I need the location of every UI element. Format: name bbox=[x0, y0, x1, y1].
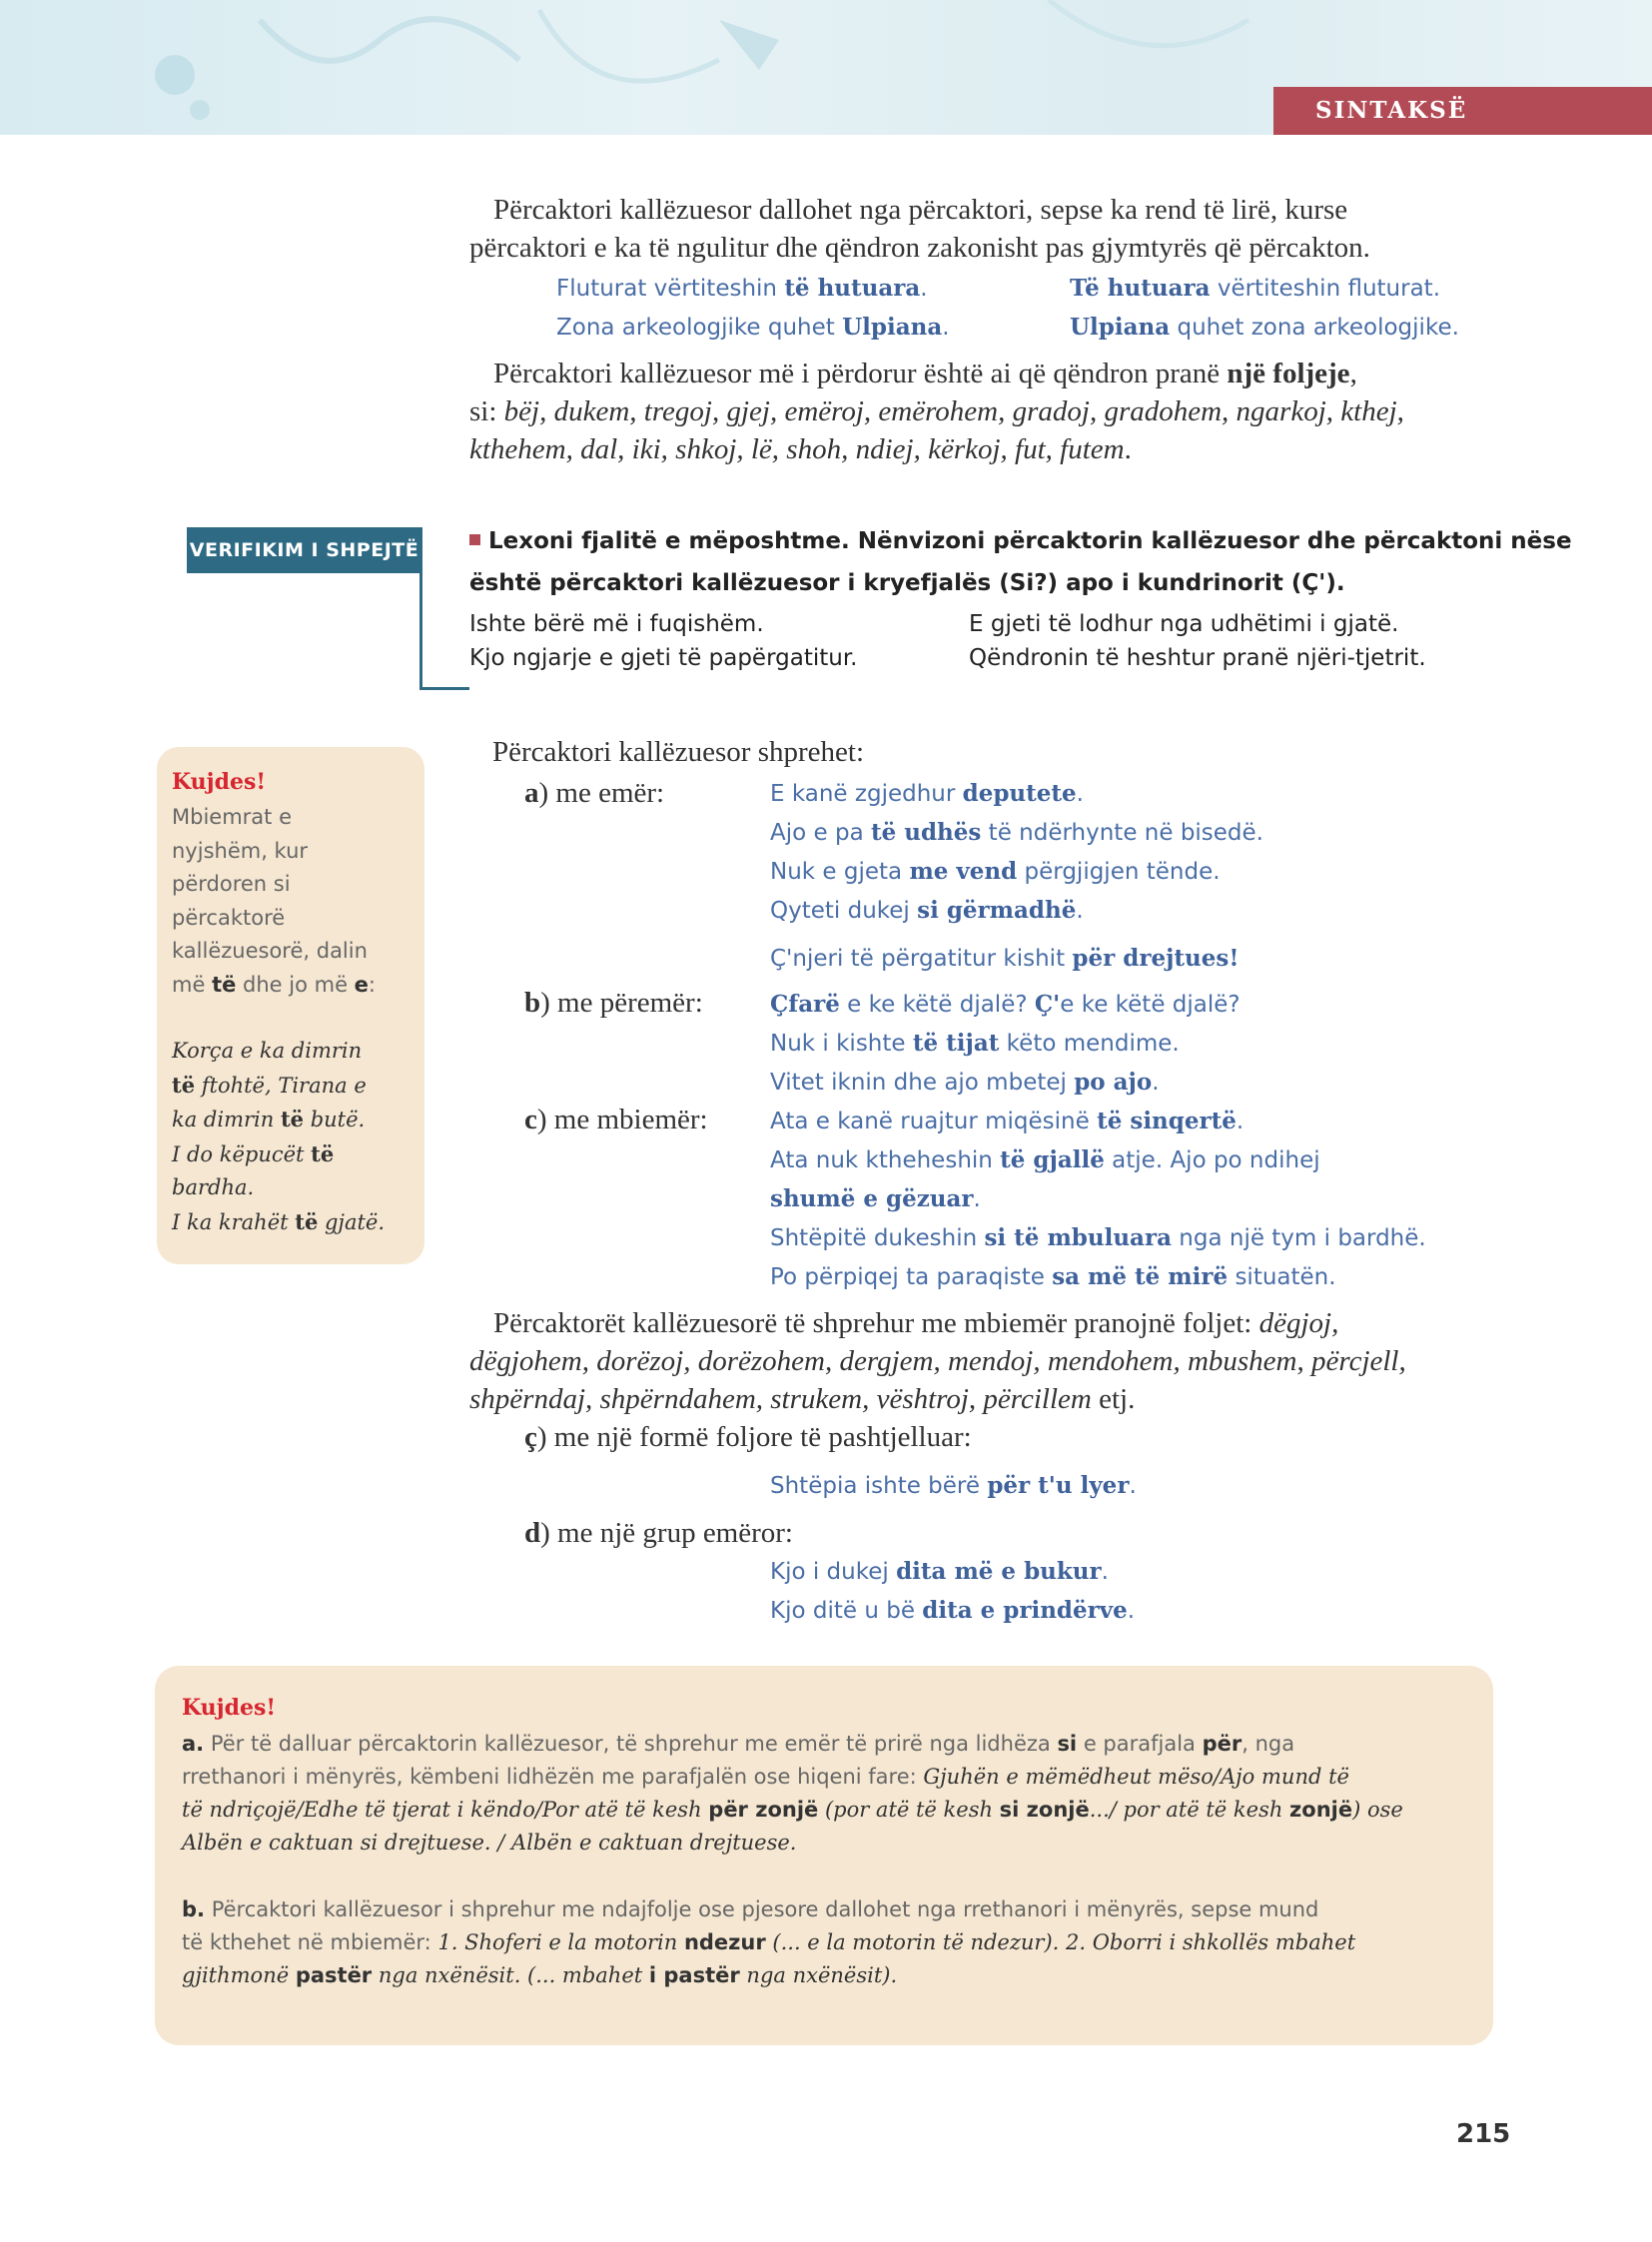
page-number: 215 bbox=[1456, 2119, 1511, 2149]
verifikim-bracket-horizontal bbox=[419, 687, 469, 690]
bottom-note-a-line-4: Albën e caktuan si drejtuese. / Albën e caktuan drejtuese. bbox=[182, 1831, 797, 1855]
side-example: të ftohtë, Tirana e bbox=[172, 1072, 367, 1098]
side-line: nyjshëm, kur bbox=[172, 838, 309, 863]
form-b-label: b) me përemër: bbox=[524, 987, 703, 1019]
adj-line-2: dëgjohem, dorëzoj, dorëzohem, dergjem, mendoj, mendohem, mbushem, përcjell, bbox=[469, 1345, 1406, 1377]
verifikim-bracket-vertical bbox=[419, 527, 422, 689]
form-c-example: Ata nuk ktheheshin të gjallë atje. Ajo po ndihej bbox=[770, 1146, 1320, 1173]
forms-heading: Përcaktori kallëzuesor shprehet: bbox=[492, 736, 865, 768]
side-example: bardha. bbox=[172, 1175, 255, 1199]
form-a-example: Nuk e gjeta me vend përgjigjen tënde. bbox=[770, 858, 1221, 885]
bottom-note-title: Kujdes! bbox=[182, 1695, 277, 1721]
adj-line-3: shpërndaj, shpërndahem, strukem, vështroj, përcillem etj. bbox=[469, 1383, 1136, 1415]
side-example: I do këpucët të bbox=[172, 1140, 335, 1166]
form-d-example: Kjo i dukej dita më e bukur. bbox=[770, 1558, 1109, 1585]
bottom-note-a-line-2: rrethanori i mënyrës, këmbeni lidhëzën me parafjalën ose hiqeni fare: Gjuhën e mëmëdheut mëso/Ajo mund të bbox=[182, 1765, 1349, 1789]
bottom-note-a-line-3: të ndriçojë/Edhe të tjerat i këndo/Por atë të kesh për zonjë (por atë të kesh si zonjë.../ por atë të kesh zonjë) ose bbox=[182, 1798, 1403, 1822]
task-sentence-3: Kjo ngjarje e gjeti të papërgatitur. bbox=[469, 645, 858, 671]
form-d-example: Kjo ditë u bë dita e prindërve. bbox=[770, 1597, 1136, 1624]
form-cc-example: Shtëpia ishte bërë për t'u lyer. bbox=[770, 1472, 1137, 1499]
form-cc-label: ç) me një formë foljore të pashtjelluar: bbox=[524, 1421, 972, 1453]
section-tag: SINTAKSË bbox=[1273, 87, 1652, 135]
form-c-example: shumë e gëzuar. bbox=[770, 1185, 981, 1212]
side-line: përcaktorë bbox=[172, 905, 286, 930]
side-example: Korça e ka dimrin bbox=[172, 1039, 363, 1063]
verifikim-tag: VERIFIKIM I SHPEJTË bbox=[187, 527, 421, 573]
form-c-example: Shtëpitë dukeshin si të mbuluara nga një tym i bardhë. bbox=[770, 1224, 1426, 1251]
form-a-example: Ajo e pa të udhës të ndërhynte në bisedë. bbox=[770, 819, 1263, 846]
bottom-note-b-line-2: të kthehet në mbiemër: 1. Shoferi e la motorin ndezur (... e la motorin të ndezur). 2. Oborri i shkollës mbahet bbox=[182, 1930, 1356, 1954]
task-sentence-2: E gjeti të lodhur nga udhëtimi i gjatë. bbox=[969, 611, 1399, 637]
p2-line-3: kthehem, dal, iki, shkoj, lë, shoh, ndiej, kërkoj, fut, futem. bbox=[469, 433, 1132, 465]
side-example: ka dimrin të butë. bbox=[172, 1107, 366, 1131]
task-line-2: është përcaktori kallëzuesor i kryefjalës (Si?) apo i kundrinorit (Ç'). bbox=[469, 570, 1345, 596]
intro-paragraph-2 bbox=[469, 355, 1493, 468]
example-left-1: Fluturat vërtiteshin të hutuara. bbox=[556, 275, 928, 302]
p2-line-1: Përcaktori kallëzuesor më i përdorur është ai që qëndron pranë një foljeje, bbox=[493, 358, 1357, 389]
side-note-examples bbox=[172, 1035, 385, 1239]
task-sentence-4: Qëndronin të heshtur pranë njëri-tjetrit. bbox=[969, 645, 1426, 671]
side-line: kallëzuesorë, dalin bbox=[172, 939, 368, 963]
side-line: përdoren si bbox=[172, 872, 291, 896]
bottom-note-b-line-1: b. Përcaktori kallëzuesor i shprehur me ndajfolje ose pjesore dallohet nga rrethanori i mënyrës, sepse mund bbox=[182, 1897, 1319, 1921]
side-line: më të dhe jo më e: bbox=[172, 972, 376, 997]
intro-line-2: përcaktori e ka të ngulitur dhe qëndron zakonisht pas gjymtyrës që përcakton. bbox=[469, 232, 1370, 264]
side-note-title: Kujdes! bbox=[172, 769, 267, 795]
form-b-example: Nuk i kishte të tijat këto mendime. bbox=[770, 1030, 1180, 1057]
side-note-text bbox=[172, 801, 376, 1002]
example-right-2: Ulpiana quhet zona arkeologjike. bbox=[1070, 314, 1459, 341]
form-c-example: Ata e kanë ruajtur miqësinë të sinqertë. bbox=[770, 1108, 1244, 1134]
adj-line-1: Përcaktorët kallëzuesorë të shprehur me mbiemër pranojnë foljet: dëgjoj, bbox=[493, 1307, 1339, 1339]
form-b-example: Çfarë e ke këtë djalë? Ç'e ke këtë djalë? bbox=[770, 991, 1240, 1018]
form-c-label: c) me mbiemër: bbox=[524, 1104, 708, 1135]
form-a-example: E kanë zgjedhur deputete. bbox=[770, 780, 1084, 807]
side-example: I ka krahët të gjatë. bbox=[172, 1208, 386, 1234]
form-b-example: Vitet iknin dhe ajo mbetej po ajo. bbox=[770, 1069, 1160, 1096]
example-right-1: Të hutuara vërtiteshin fluturat. bbox=[1070, 275, 1440, 302]
side-line: Mbiemrat e bbox=[172, 805, 292, 829]
intro-line-1: Përcaktori kallëzuesor dallohet nga përcaktori, sepse ka rend të lirë, kurse bbox=[493, 194, 1348, 226]
bottom-note-b-line-3: gjithmonë pastër nga nxënësit. (... mbahet i pastër nga nxënësit). bbox=[182, 1963, 898, 1987]
bottom-note-a-line-1: a. Për të dalluar përcaktorin kallëzuesor, të shprehur me emër të prirë nga lidhëza si e parafjala për, nga bbox=[182, 1732, 1295, 1756]
task-sentence-1: Ishte bërë më i fuqishëm. bbox=[469, 611, 764, 637]
p2-line-2: si: bëj, dukem, tregoj, gjej, emëroj, emërohem, gradoj, gradohem, ngarkoj, kthej, bbox=[469, 395, 1404, 427]
intro-paragraph-1 bbox=[469, 191, 1493, 267]
example-left-2: Zona arkeologjike quhet Ulpiana. bbox=[556, 314, 950, 341]
task-line-1: Lexoni fjalitë e mëposhtme. Nënvizoni përcaktorin kallëzuesor dhe përcaktoni nëse bbox=[469, 528, 1572, 554]
form-a-example: Qyteti dukej si gërmadhë. bbox=[770, 897, 1084, 924]
form-a-example: Ç'njeri të përgatitur kishit për drejtues! bbox=[770, 945, 1239, 972]
form-d-label: d) me një grup emëror: bbox=[524, 1517, 793, 1549]
bullet-square-icon bbox=[469, 534, 480, 545]
form-c-example: Po përpiqej ta paraqiste sa më të mirë situatën. bbox=[770, 1263, 1336, 1290]
adjective-verbs-paragraph bbox=[469, 1304, 1493, 1418]
form-a-label: a) me emër: bbox=[524, 777, 665, 809]
